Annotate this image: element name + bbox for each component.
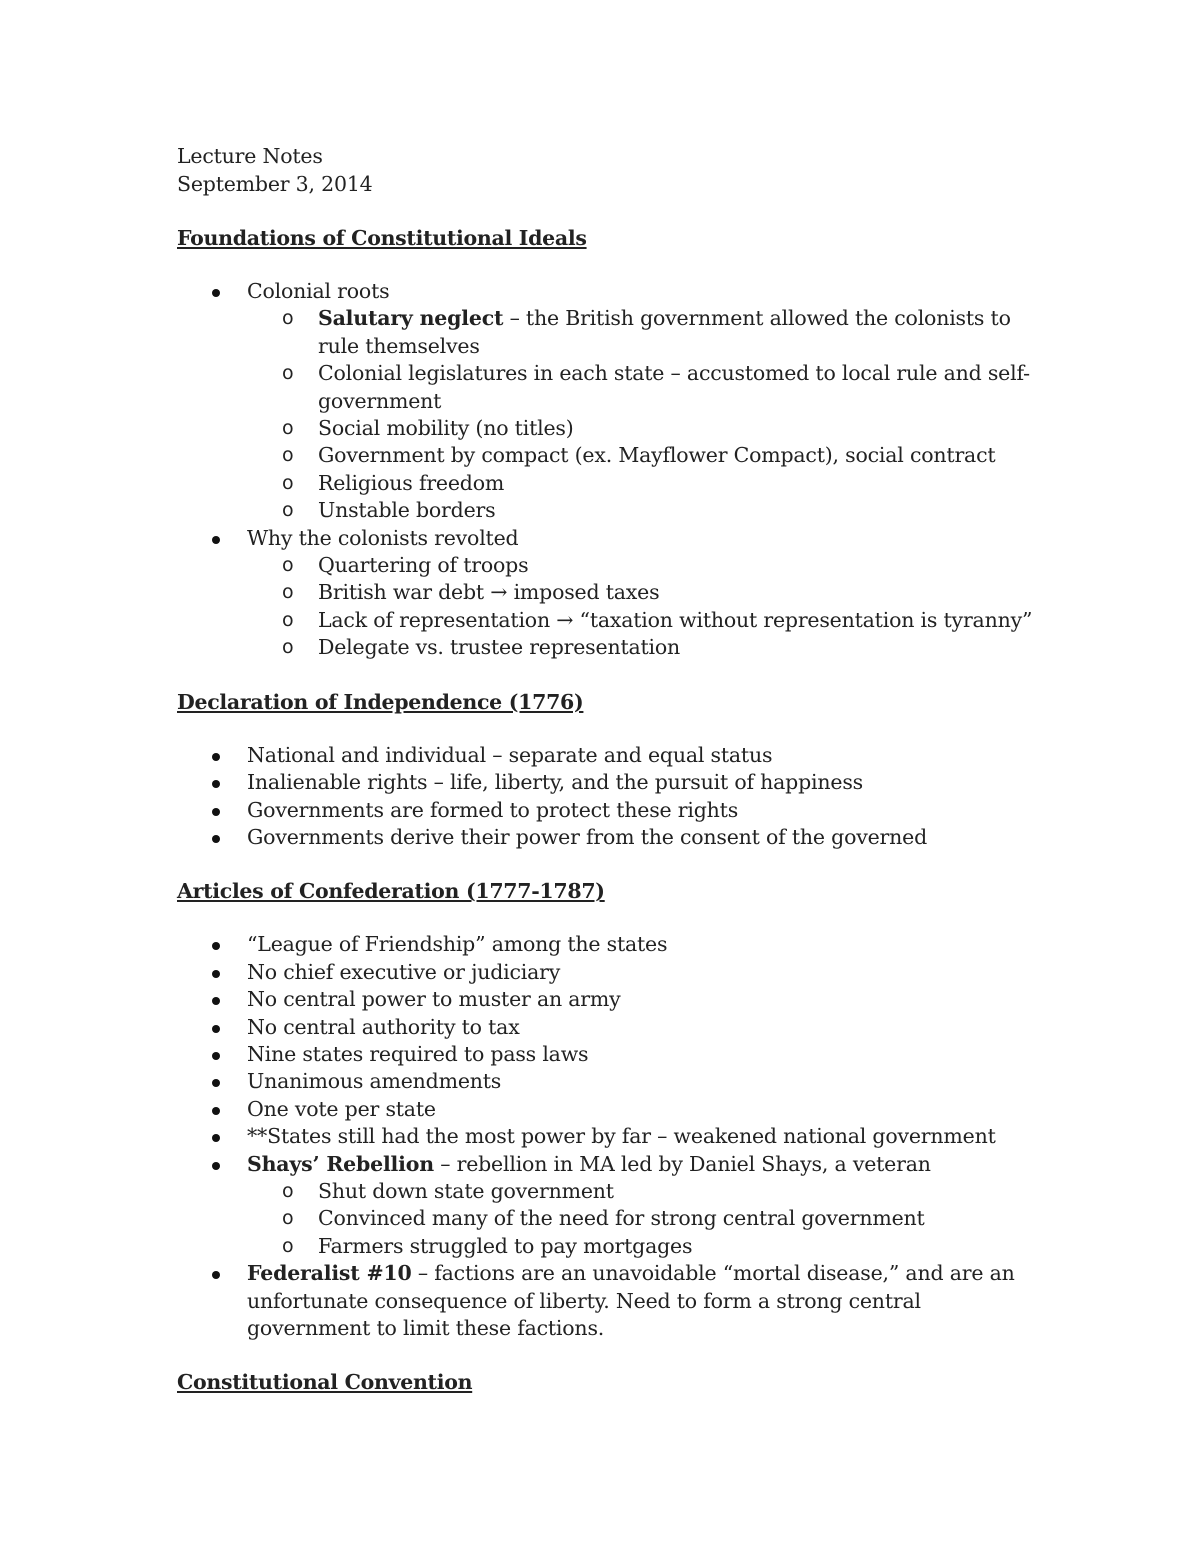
sub-list-item: o Quartering of troops <box>177 552 1037 579</box>
bullet-icon <box>212 1107 220 1115</box>
bullet-icon <box>212 1162 220 1170</box>
list-item: Nine states required to pass laws <box>177 1041 1037 1068</box>
section-heading-convention: Constitutional Convention <box>177 1370 473 1395</box>
list-item: **States still had the most power by far – weakened national government <box>177 1123 1037 1150</box>
section-heading-declaration: Declaration of Independence (1776) <box>177 689 584 714</box>
list-item: Governments derive their power from the consent of the governed <box>177 824 1037 851</box>
list-item: No central power to muster an army <box>177 986 1037 1013</box>
list-item: Shays’ Rebellion – rebellion in MA led by Daniel Shays, a veteran <box>177 1151 1037 1178</box>
list-item: National and individual – separate and equal status <box>177 742 1037 769</box>
bullet-icon <box>212 835 220 843</box>
sub-list-item: o Salutary neglect – the British government allowed the colonists to rule themselves <box>282 306 1011 358</box>
list-item: Unanimous amendments <box>177 1068 1037 1095</box>
sub-list-item: o Religious freedom <box>177 470 1037 497</box>
list-item: One vote per state <box>177 1096 1037 1123</box>
list-item: “League of Friendship” among the states <box>177 931 1037 958</box>
bullet-icon <box>212 970 220 978</box>
sub-list-item: o Shut down state government <box>177 1178 1037 1205</box>
sub-list-item: o Farmers struggled to pay mortgages <box>177 1233 1037 1260</box>
sub-list-item: o British war debt → imposed taxes <box>177 579 1037 606</box>
articles-list <box>177 931 1037 1342</box>
bullet-icon <box>212 808 220 816</box>
declaration-list <box>177 742 1037 852</box>
list-item: Federalist #10 – factions are an unavoidable “mortal disease,” and are an unfortunate consequence of liberty. Need to form a strong central government to limit these factions. <box>177 1260 1037 1342</box>
bullet-icon <box>212 1025 220 1033</box>
sub-bullet-icon: o <box>282 1207 294 1230</box>
sub-list-item: o Convinced many of the need for strong central government <box>177 1205 1037 1232</box>
foundations-list <box>177 278 1037 662</box>
bullet-icon <box>212 753 220 761</box>
sub-list-item: o Lack of representation → “taxation without representation is tyranny” <box>177 607 1037 634</box>
doc-title: Lecture Notes <box>177 144 323 168</box>
bullet-icon <box>212 1079 220 1087</box>
list-item: Governments are formed to protect these rights <box>177 797 1037 824</box>
bullet-icon <box>212 942 220 950</box>
sub-bullet-icon: o <box>282 1234 294 1257</box>
sub-bullet-icon: o <box>282 471 294 494</box>
list-item: No central authority to tax <box>177 1014 1037 1041</box>
bullet-icon <box>212 1052 220 1060</box>
sub-bullet-icon: o <box>282 554 294 577</box>
list-item: Inalienable rights – life, liberty, and the pursuit of happiness <box>177 769 1037 796</box>
sub-bullet-icon: o <box>282 636 294 659</box>
sub-list-item: o Social mobility (no titles) <box>177 415 1037 442</box>
sub-bullet-icon: o <box>282 444 294 467</box>
bullet-icon <box>212 780 220 788</box>
section-heading-articles: Articles of Confederation (1777-1787) <box>177 879 605 904</box>
bullet-icon <box>212 997 220 1005</box>
bullet-icon <box>212 1271 220 1279</box>
sub-bullet-icon: o <box>282 417 294 440</box>
document-page <box>177 142 1037 1396</box>
section-heading-foundations: Foundations of Constitutional Ideals <box>177 226 587 250</box>
sub-bullet-icon: o <box>282 499 294 522</box>
sub-list-item: o Delegate vs. trustee representation <box>177 634 1037 661</box>
list-item: Colonial roots <box>177 278 1037 305</box>
sub-bullet-icon: o <box>282 608 294 631</box>
sub-list-item: o Government by compact (ex. Mayflower Compact), social contract <box>177 442 1037 469</box>
bullet-icon <box>212 536 220 544</box>
sub-list-item: o Unstable borders <box>177 497 1037 524</box>
sub-bullet-icon: o <box>282 1179 294 1202</box>
sub-bullet-icon: o <box>282 307 294 330</box>
bullet-icon <box>212 1134 220 1142</box>
list-item: Why the colonists revolted <box>177 525 1037 552</box>
bullet-icon <box>212 289 220 297</box>
sub-list-item: o Colonial legislatures in each state – accustomed to local rule and self-government <box>282 361 1030 413</box>
doc-date: September 3, 2014 <box>177 172 373 196</box>
sub-bullet-icon: o <box>282 581 294 604</box>
list-item: No chief executive or judiciary <box>177 959 1037 986</box>
sub-bullet-icon: o <box>282 362 294 385</box>
